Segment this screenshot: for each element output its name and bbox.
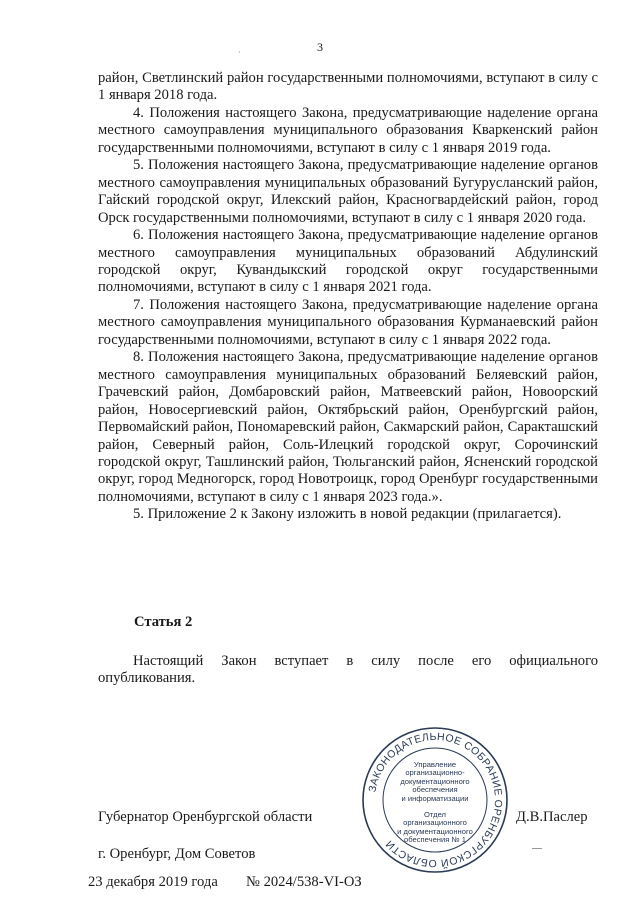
law-body	[98, 70, 598, 524]
article-2-title: Статья 2	[134, 614, 193, 630]
stamp-line: Отдел организационного	[403, 810, 467, 828]
scan-dot: ·	[238, 48, 241, 57]
signing-place: г. Оренбург, Дом Советов	[98, 846, 256, 862]
paragraph-6: 6. Положения настоящего Закона, предусматривающие наделение органов местного самоуправления муниципальных образований Абдулинский городской округ, Кувандыкский городской округ государственными полномочиями, вступают в силу с 1 января 2021 года.	[98, 227, 598, 296]
page-number: 3	[317, 40, 323, 54]
signatory-name: Д.В.Паслер	[516, 809, 588, 825]
signing-date: 23 декабря 2019 года	[88, 874, 218, 890]
stamp-inner-text	[392, 761, 478, 845]
signatory-title: Губернатор Оренбургской области	[98, 809, 313, 825]
official-stamp	[360, 725, 510, 875]
article-2-text: Настоящий Закон вступает в силу после его официального опубликования.	[98, 653, 598, 687]
stamp-line: и информатизации	[401, 793, 469, 803]
paragraph-8: 8. Положения настоящего Закона, предусматривающие наделение органов местного самоуправления муниципальных образований Беляевский район, Грачевский район, Домбаровский район, Матвеевский район, Новоорский район, Новосергиевский район, Октябрьский район, Оренбургский район, Первомайский район, Пономаревский район, Сакмарский район, Саракташский район, Северный район, Соль-Илецкий городской округ, Сорочинский городской округ, Ташлинский район, Тюльганский район, Ясненский городской округ, город Медногорск, город Новотроицк, город Оренбург государственными полномочиями, вступают в силу с 1 января 2023 года.».	[98, 349, 598, 505]
paragraph-continuation: район, Светлинский район государственными полномочиями, вступают в силу с 1 января 2018 года.	[98, 70, 598, 104]
paragraph-4: 4. Положения настоящего Закона, предусматривающие наделение органа местного самоуправления муниципального образования Кваркенский район государственными полномочиями, вступают в силу с 1 января 2019 года.	[98, 104, 598, 156]
stamp-line: Управление	[413, 760, 457, 769]
stamp-line: организационно-	[405, 768, 465, 778]
stamp-ring-text: ЗАКОНОДАТЕЛЬНОЕ СОБРАНИЕ ОРЕНБУРГСКОЙ ОБЛАСТИ	[366, 730, 505, 870]
scan-mark	[532, 848, 542, 849]
item-5-appendix: 5. Приложение 2 к Закону изложить в новой редакции (прилагается).	[133, 506, 562, 523]
stamp-line: и документационного	[397, 826, 473, 836]
paragraph-7: 7. Положения настоящего Закона, предусматривающие наделение органа местного самоуправления муниципального образования Курманаевский район государственными полномочиями, вступают в силу с 1 января 2022 года.	[98, 296, 598, 348]
stamp-line: документационного	[400, 776, 470, 786]
stamp-line: обеспечения № 1	[404, 835, 466, 845]
law-number: № 2024/538-VI-ОЗ	[246, 874, 362, 890]
stamp-line: обеспечения	[412, 785, 458, 795]
paragraph-5: 5. Положения настоящего Закона, предусматривающие наделение органов местного самоуправления муниципальных образований Бугурусланский район, Гайский городской округ, Илекский район, Красногвардейский район, город Орск государственными полномочиями, вступают в силу с 1 января 2020 года.	[98, 157, 598, 226]
